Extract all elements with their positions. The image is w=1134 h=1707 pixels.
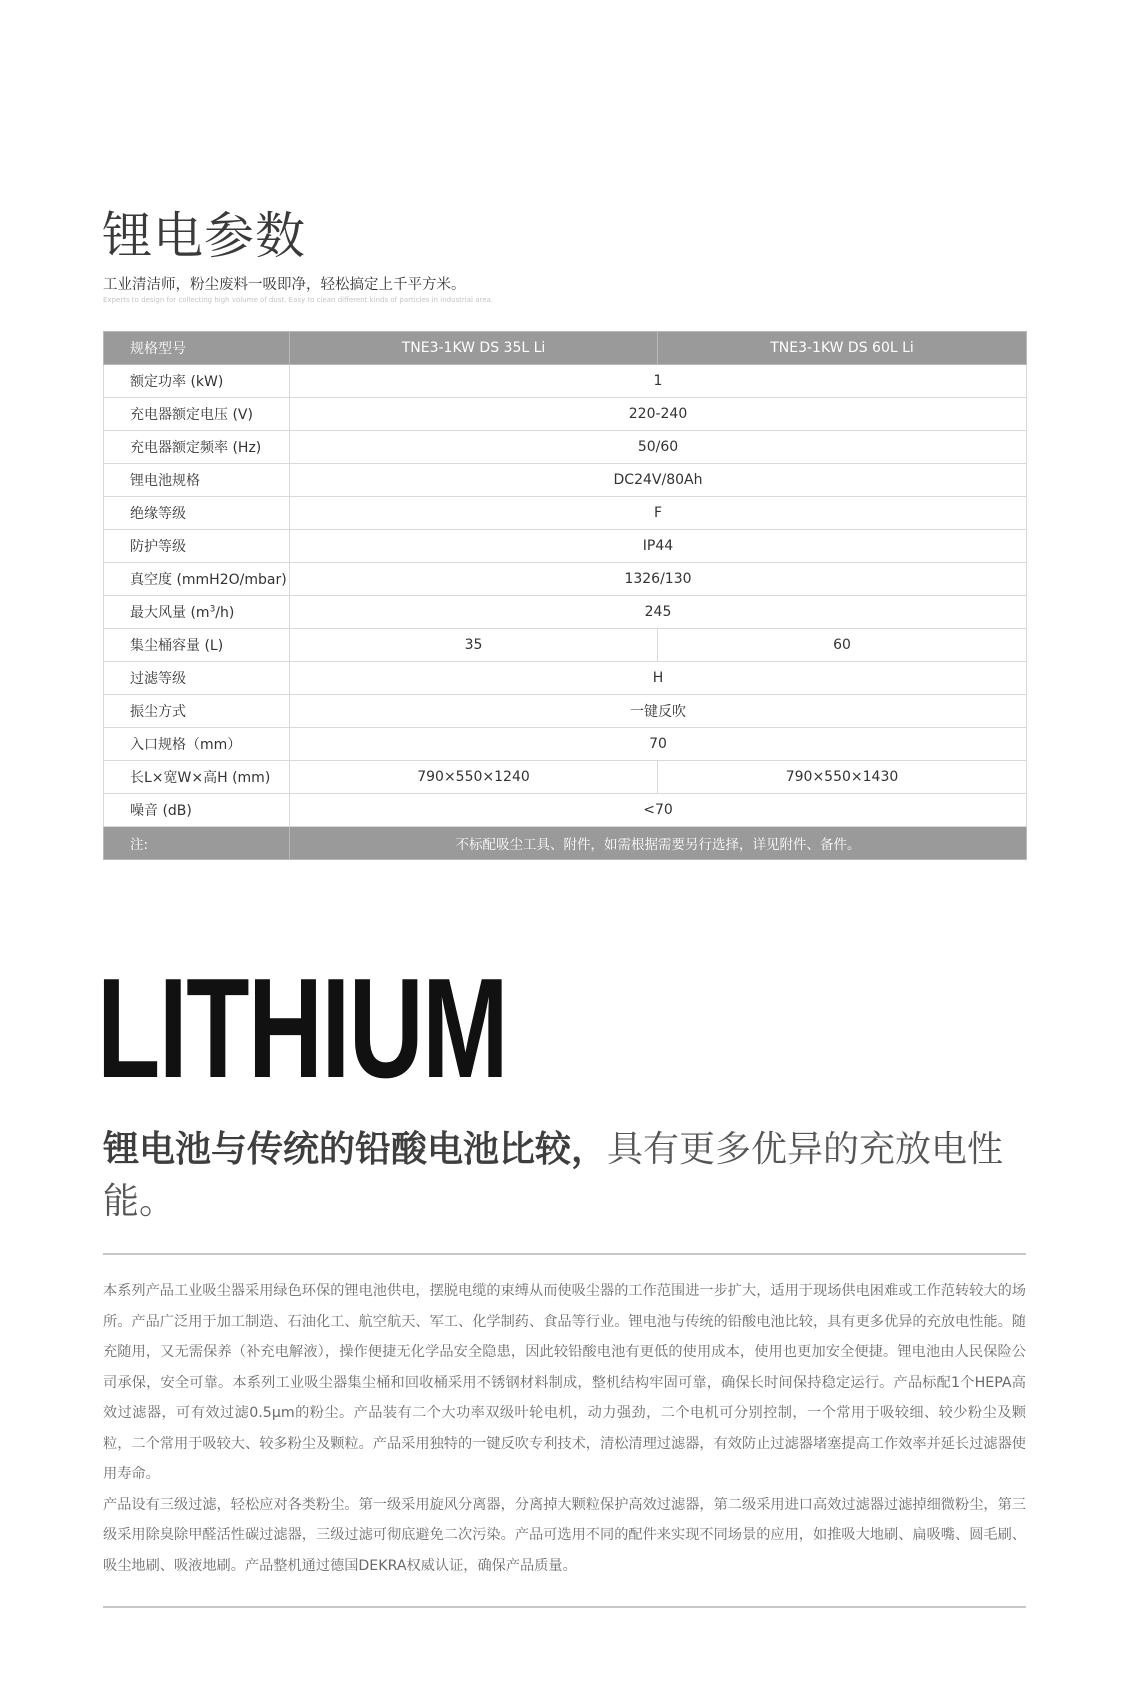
airflow-label-superscript: 3 xyxy=(209,604,216,615)
row-value-vacuum: 1326/130 xyxy=(290,563,1027,596)
headline-light: 具有更多优异的充放电性能。 xyxy=(103,1129,1004,1222)
row-value-frequency: 50/60 xyxy=(290,431,1027,464)
row-value-dimensions-60l: 790×550×1430 xyxy=(658,761,1027,794)
row-label-power: 额定功率 (kW) xyxy=(104,365,290,398)
row-label-protection: 防护等级 xyxy=(104,530,290,563)
divider-top xyxy=(103,1253,1026,1255)
row-label-airflow xyxy=(104,596,290,629)
footer-label: 注: xyxy=(104,827,290,860)
row-value-voltage: 220-240 xyxy=(290,398,1027,431)
section-title: 锂电参数 xyxy=(102,207,306,265)
table-row xyxy=(104,365,1027,398)
header-model-60l: TNE3-1KW DS 60L Li xyxy=(658,332,1027,365)
row-value-capacity-60l: 60 xyxy=(658,629,1027,662)
row-label-filter: 过滤等级 xyxy=(104,662,290,695)
row-value-airflow: 245 xyxy=(290,596,1027,629)
feature-description xyxy=(103,1276,1026,1581)
spec-table-footer xyxy=(104,827,1027,860)
table-row xyxy=(104,431,1027,464)
table-row xyxy=(104,563,1027,596)
row-label-inlet: 入口规格（mm） xyxy=(104,728,290,761)
table-row xyxy=(104,662,1027,695)
table-row xyxy=(104,728,1027,761)
row-label-battery: 锂电池规格 xyxy=(104,464,290,497)
table-row xyxy=(104,629,1027,662)
description-paragraph-2: 产品设有三级过滤，轻松应对各类粉尘。第一级采用旋风分离器，分离掉大颗粒保护高效过滤器，第二级采用进口高效过滤器过滤掉细微粉尘，第三级采用除臭除甲醛活性碳过滤器，三级过滤可彻底避免二次污染。产品可选用不同的配件来实现不同场景的应用，如推吸大地刷、扁吸嘴、圆毛刷、吸尘地刷、吸液地刷。产品整机通过德国DEKRA权威认证，确保产品质量。 xyxy=(103,1496,1026,1574)
row-value-noise: <70 xyxy=(290,794,1027,827)
spec-table-header xyxy=(104,332,1027,365)
row-label-cleaning: 振尘方式 xyxy=(104,695,290,728)
table-row xyxy=(104,761,1027,794)
row-value-insulation: F xyxy=(290,497,1027,530)
row-value-filter: H xyxy=(290,662,1027,695)
section-subtitle: 工业清洁师，粉尘废料一吸即净，轻松搞定上千平方米。 xyxy=(103,277,466,293)
table-row xyxy=(104,464,1027,497)
table-row xyxy=(104,398,1027,431)
table-row xyxy=(104,695,1027,728)
spec-table xyxy=(103,331,1027,860)
row-label-insulation: 绝缘等级 xyxy=(104,497,290,530)
row-value-protection: IP44 xyxy=(290,530,1027,563)
headline-bold: 锂电池与传统的铅酸电池比较， xyxy=(103,1129,608,1170)
row-label-vacuum: 真空度 (mmH2O/mbar) xyxy=(104,563,290,596)
airflow-label-unit: /h) xyxy=(215,605,235,621)
table-row xyxy=(104,497,1027,530)
row-value-cleaning: 一键反吹 xyxy=(290,695,1027,728)
row-value-inlet: 70 xyxy=(290,728,1027,761)
header-label: 规格型号 xyxy=(104,332,290,365)
table-row xyxy=(104,530,1027,563)
lithium-heading: LITHIUM xyxy=(97,949,508,1108)
row-label-dimensions: 长L×宽W×高H (mm) xyxy=(104,761,290,794)
divider-bottom xyxy=(103,1606,1026,1608)
row-value-capacity-35l: 35 xyxy=(290,629,658,662)
feature-headline xyxy=(103,1124,1033,1228)
row-value-battery: DC24V/80Ah xyxy=(290,464,1027,497)
footer-note: 不标配吸尘工具、附件，如需根据需要另行选择，详见附件、备件。 xyxy=(290,827,1027,860)
row-label-capacity: 集尘桶容量 (L) xyxy=(104,629,290,662)
row-value-dimensions-35l: 790×550×1240 xyxy=(290,761,658,794)
row-label-noise: 噪音 (dB) xyxy=(104,794,290,827)
section-subtitle-english: Experts to design for collecting high volume of dust. Easy to clean different kinds of particles in industrial area. xyxy=(103,296,494,304)
row-label-frequency: 充电器额定频率 (Hz) xyxy=(104,431,290,464)
airflow-label-main: 最大风量 (m xyxy=(130,605,210,621)
row-label-voltage: 充电器额定电压 (V) xyxy=(104,398,290,431)
header-model-35l: TNE3-1KW DS 35L Li xyxy=(290,332,658,365)
row-value-power: 1 xyxy=(290,365,1027,398)
table-row xyxy=(104,794,1027,827)
table-row xyxy=(104,596,1027,629)
description-paragraph-1: 本系列产品工业吸尘器采用绿色环保的锂电池供电，摆脱电缆的束缚从而使吸尘器的工作范围进一步扩大，适用于现场供电困难或工作范转较大的场所。产品广泛用于加工制造、石油化工、航空航天、军工、化学制药、食品等行业。锂电池与传统的铅酸电池比较，具有更多优异的充放电性能。随充随用，又无需保养（补充电解液），操作便捷无化学品安全隐患，因此较铅酸电池有更低的使用成本，使用也更加安全便捷。锂电池由人民保险公司承保，安全可靠。本系列工业吸尘器集尘桶和回收桶采用不锈钢材料制成，整机结构牢固可靠，确保长时间保持稳定运行。产品标配1个HEPA高效过滤器，可有效过滤0.5μm的粉尘。产品装有二个大功率双级叶轮电机，动力强劲，二个电机可分别控制，一个常用于吸较细、较少粉尘及颗粒，二个常用于吸较大、较多粉尘及颗粒。产品采用独特的一键反吹专利技术，清松清理过滤器，有效防止过滤器堵塞提高工作效率并延长过滤器使用寿命。 xyxy=(103,1283,1026,1482)
